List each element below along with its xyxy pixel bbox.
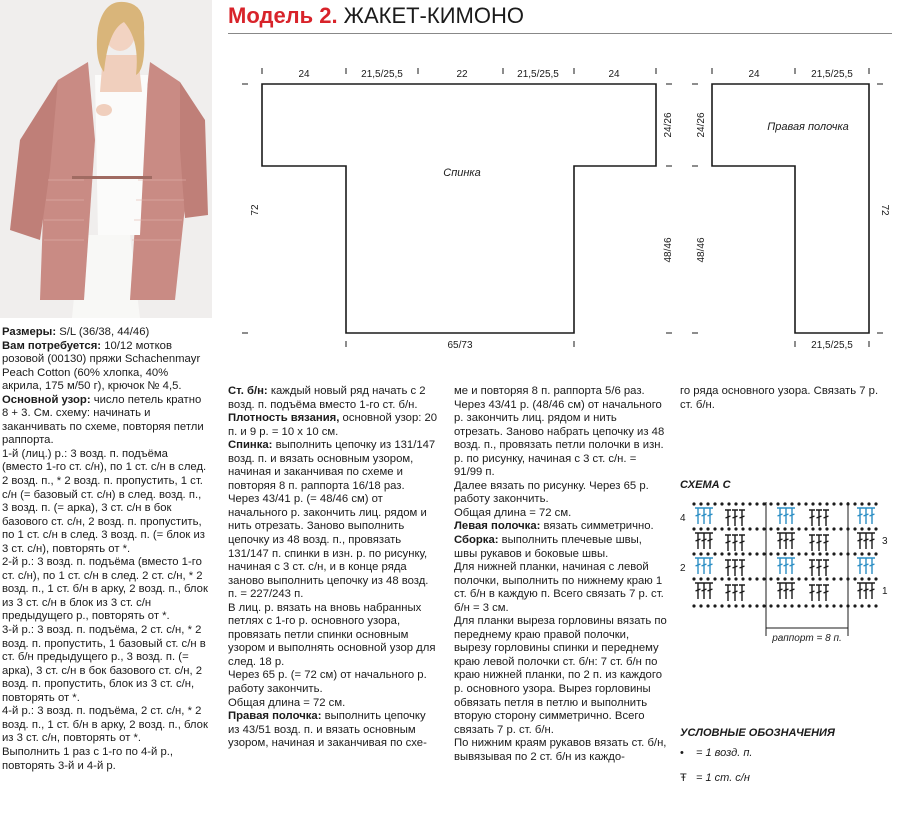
- chain-stitch: [741, 527, 744, 530]
- chain-stitch: [811, 552, 814, 555]
- chain-stitch: [832, 527, 835, 530]
- chain-stitch: [783, 552, 786, 555]
- chain-stitch: [783, 604, 786, 607]
- chain-stitch: [783, 577, 786, 580]
- chain-stitch: [818, 527, 821, 530]
- double-crochet-stitch: [732, 560, 738, 576]
- chain-stitch: [790, 577, 793, 580]
- chain-stitch: [699, 604, 702, 607]
- chain-stitch: [692, 527, 695, 530]
- paragraph-heading: Спинка:: [228, 439, 273, 452]
- double-crochet-stitch: [783, 558, 789, 574]
- chain-stitch: [839, 502, 842, 505]
- paragraph: [228, 710, 438, 751]
- back-label: Спинка: [443, 167, 481, 179]
- double-crochet-stitch: [701, 533, 707, 549]
- chain-stitch: [797, 527, 800, 530]
- chain-stitch: [720, 527, 723, 530]
- double-crochet-stitch: [707, 533, 713, 549]
- chain-stitch: [755, 577, 758, 580]
- chain-stitch: [720, 502, 723, 505]
- chain-stitch: [797, 604, 800, 607]
- back-dim-2: 21,5/25,5: [361, 69, 403, 80]
- row-num-4: 4: [680, 513, 686, 524]
- chain-stitch: [734, 527, 737, 530]
- double-crochet-stitch: [809, 535, 815, 551]
- chain-stitch: [867, 577, 870, 580]
- chain-stitch: [713, 527, 716, 530]
- double-crochet-stitch: [695, 558, 701, 574]
- paragraph: [2, 340, 210, 394]
- paragraph: [454, 737, 667, 764]
- chain-stitch: [769, 604, 772, 607]
- chain-stitch: [776, 604, 779, 607]
- chain-stitch: [720, 552, 723, 555]
- chain-stitch: [727, 552, 730, 555]
- paragraph-heading: Вам потребуется:: [2, 339, 102, 352]
- chain-stitch: [776, 527, 779, 530]
- text-column-4: [680, 385, 890, 412]
- paragraph-text: Для планки выреза горловины вязать по переднему краю правой полочки, вырезу горловины спинки и переднему краю левой полочки ст. б/н: 7 ст. б/н по краю нижней планки, по 2 п. из каждого р. основного узора. Вырез горловины обвязать петля в петлю и выполнить вторую сторону симметрично. Всего связать 7 р. ст. б/н.: [454, 615, 667, 736]
- paragraph: [228, 385, 438, 412]
- back-pattern: [262, 84, 656, 333]
- dc-text: = 1 ст. с/н: [696, 772, 750, 784]
- chain-stitch: [720, 577, 723, 580]
- paragraph-heading: Плотность вязания,: [228, 412, 340, 425]
- double-crochet-stitch: [707, 583, 713, 599]
- front-sleeve-height: 24/26: [696, 112, 707, 138]
- chain-stitch: [825, 502, 828, 505]
- chain-stitch: [755, 527, 758, 530]
- back-dim-5: 24: [608, 69, 620, 80]
- double-crochet-stitch: [739, 585, 745, 601]
- paragraph-text: Через 43/41 р. (= 48/46 см) от начального р. закончить лиц. рядом и нить отрезать. Заново выполнить цепочку из 48 возд. п., провязать 131/147 п. спинки в изн. р. по рисунку, начиная с 3 ст. с/н, и в конце ряда заново выполнить цепочку из 48 возд. п. = 227/243 п.: [228, 493, 429, 601]
- double-crochet-stitch: [863, 533, 869, 549]
- chain-stitch: [748, 577, 751, 580]
- double-crochet-stitch: [823, 560, 829, 576]
- chain-stitch: [867, 604, 870, 607]
- paragraph-text: основной узор: 20 п. и 9 р. = 10 x 10 см.: [228, 412, 438, 438]
- paragraph-text: Через 65 р. (= 72 см) от начального р. работу закончить.: [228, 669, 427, 696]
- paragraph: [454, 385, 667, 399]
- chain-stitch: [804, 604, 807, 607]
- chain-stitch: [853, 552, 856, 555]
- double-crochet-stitch: [739, 560, 745, 576]
- paragraph: [228, 697, 438, 711]
- paragraph-text: го ряда основного узора. Связать 7 р. ст. б/н.: [680, 385, 879, 411]
- chain-stitch: [755, 502, 758, 505]
- double-crochet-stitch: [695, 508, 701, 524]
- chain-stitch: [769, 502, 772, 505]
- double-crochet-stitch: [695, 583, 701, 599]
- chain-stitch: [874, 502, 877, 505]
- double-crochet-stitch: [823, 535, 829, 551]
- double-crochet-stitch: [777, 508, 783, 524]
- paragraph: [228, 669, 438, 696]
- chain-stitch: [804, 552, 807, 555]
- double-crochet-stitch: [857, 533, 863, 549]
- double-crochet-stitch: [725, 535, 731, 551]
- paragraph-text: Далее вязать по рисунку. Через 65 р. работу закончить.: [454, 479, 649, 506]
- double-crochet-stitch: [857, 583, 863, 599]
- chain-stitch: [755, 604, 758, 607]
- double-crochet-stitch: [725, 510, 731, 526]
- chain-stitch: [720, 604, 723, 607]
- chain-stitch: [748, 527, 751, 530]
- schema-title: СХЕМА С: [680, 479, 731, 491]
- chain-stitch: [734, 552, 737, 555]
- paragraph-text: S/L (36/38, 44/46): [56, 326, 150, 338]
- chain-stitch: [874, 577, 877, 580]
- paragraph-text: Общая длина = 72 см.: [228, 696, 346, 709]
- double-crochet-stitch: [789, 508, 795, 524]
- chain-stitch: [818, 604, 821, 607]
- chain-stitch: [853, 577, 856, 580]
- chain-stitch: [867, 552, 870, 555]
- paragraph-text: выполнить цепочку из 131/147 возд. п. и вязать основным узором, начиная и заканчивая по схеме и повторяя 8 п. раппорта 16/18 раз.: [228, 439, 436, 492]
- chain-stitch: [692, 502, 695, 505]
- text-column-3: [454, 385, 667, 764]
- paragraph: [2, 624, 210, 705]
- chain-stitch: [692, 604, 695, 607]
- double-crochet-stitch: [863, 558, 869, 574]
- chain-stitch: [825, 604, 828, 607]
- model-name: ЖАКЕТ-КИМОНО: [343, 3, 524, 28]
- chain-stitch: [762, 502, 765, 505]
- double-crochet-stitch: [863, 583, 869, 599]
- double-crochet-stitch: [823, 585, 829, 601]
- paragraph: [680, 385, 890, 412]
- paragraph-text: выполнить плечевые швы, швы рукавов и боковые швы.: [454, 534, 642, 560]
- chain-stitch: [748, 604, 751, 607]
- pattern-schematics: [0, 0, 897, 360]
- chain-stitch: [832, 577, 835, 580]
- double-crochet-stitch: [701, 583, 707, 599]
- chain-stitch: [804, 527, 807, 530]
- paragraph: [2, 705, 210, 746]
- chain-stitch: [776, 577, 779, 580]
- chain-stitch: [699, 577, 702, 580]
- chain-stitch: [706, 577, 709, 580]
- paragraph: [228, 439, 438, 493]
- row-num-3: 3: [882, 536, 888, 547]
- chain-stitch: [860, 552, 863, 555]
- legend-chain: [680, 747, 752, 759]
- chain-stitch: [853, 604, 856, 607]
- chain-stitch: [797, 502, 800, 505]
- chain-stitch: [874, 527, 877, 530]
- chain-stitch: [699, 527, 702, 530]
- chain-stitch: [853, 502, 856, 505]
- paragraph-text: В лиц. р. вязать на вновь набранных петлях с 1-го р. основного узора, провязать петли спинки основным узором и выполнять основной узор для след. 18 р.: [228, 601, 436, 668]
- chain-stitch: [825, 527, 828, 530]
- chain-stitch: [783, 527, 786, 530]
- paragraph-heading: Левая полочка:: [454, 520, 541, 533]
- paragraph-text: 2-й р.: 3 возд. п. подъёма (вместо 1-го ст. с/н), по 1 ст. с/н в след. 2 ст. с/н, * 2 возд. п., 1 ст. б/н в арку, 2 возд. п., блок из 3 ст. с/н в блок из 3 ст. с/н предыдущего р., повторять от *.: [2, 556, 208, 623]
- paragraph-text: число петель кратно 8 + 3. См. схему: начинать и заканчивать по схеме, повторяя петли раппорта.: [2, 393, 204, 447]
- chain-stitch: [734, 577, 737, 580]
- chain-stitch: [790, 552, 793, 555]
- paragraph: [454, 520, 667, 534]
- double-crochet-stitch: [857, 558, 863, 574]
- row-num-2: 2: [680, 563, 686, 574]
- paragraph-text: 3-й р.: 3 возд. п. подъёма, 2 ст. с/н, * 2 возд. п. пропустить, 1 базовый ст. с/н в ст. б/н предыдущего р., 3 возд. п. (= арка), 3 ст. с/н в бок базового ст. с/н, 2 возд. п. пропустить, блок из 3 ст. с/н, повторять от *.: [2, 624, 206, 704]
- chain-stitch: [839, 577, 842, 580]
- paragraph: [228, 493, 438, 601]
- double-crochet-stitch: [857, 508, 863, 524]
- chain-stitch: [818, 552, 821, 555]
- dc-symbol: Ŧ: [680, 772, 687, 784]
- paragraph: [2, 556, 210, 624]
- chain-stitch: [769, 527, 772, 530]
- chain-stitch: [839, 604, 842, 607]
- chain-stitch: [811, 604, 814, 607]
- paragraph-text: 1-й (лиц.) р.: 3 возд. п. подъёма (вместо 1-го ст. с/н), по 1 ст. с/н в след. 2 возд. п., * 2 возд. п. пропустить, 1 ст. с/н (= базовый ст. с/н) в след. возд. п., 3 возд. п. (= арка), 3 ст. с/н в бок базового ст. с/н, 2 возд. п. пропустить, по 1 ст. с/н в след. 3 возд. п. (= блок из 3 ст. с/н), повторять от *.: [2, 447, 207, 555]
- front-dim-1: 24: [748, 69, 760, 80]
- chain-stitch: [804, 577, 807, 580]
- back-dim-1: 24: [298, 69, 310, 80]
- front-height: 72: [879, 204, 890, 216]
- paragraph: [2, 448, 210, 556]
- chain-stitch: [741, 502, 744, 505]
- double-crochet-stitch: [707, 508, 713, 524]
- paragraph-text: Через 43/41 р. (48/46 см) от начального р. закончить лиц. рядом и нить отрезать. Заново набрать цепочку из 48 возд. п., провязать петли полочки в изн. р. по рисунку, начиная с 3 ст. с/н. = 91/99 п.: [454, 398, 665, 479]
- paragraph: [454, 615, 667, 737]
- chain-stitch: [769, 577, 772, 580]
- double-crochet-stitch: [869, 533, 875, 549]
- chain-stitch: [692, 552, 695, 555]
- chain-stitch: [762, 577, 765, 580]
- chain-stitch: [811, 577, 814, 580]
- chain-stitch: [762, 527, 765, 530]
- chain-stitch: [825, 577, 828, 580]
- chain-stitch: [762, 552, 765, 555]
- row-num-1: 1: [882, 586, 888, 597]
- chain-stitch: [748, 552, 751, 555]
- chain-stitch: [832, 502, 835, 505]
- double-crochet-stitch: [789, 533, 795, 549]
- paragraph-text: выполнить цепочку из 43/51 возд. п. и вязать основным узором, начиная и заканчивая по схе-: [228, 710, 427, 750]
- chain-stitch: [713, 552, 716, 555]
- paragraph-text: Для нижней планки, начиная с левой полочки, выполнить по нижнему краю 1 ст. б/н в каждую п. Всего связать 7 р. ст. б/н = 3 см.: [454, 561, 664, 614]
- chain-stitch: [776, 502, 779, 505]
- back-dim-3: 22: [456, 69, 468, 80]
- paragraph-text: 4-й р.: 3 возд. п. подъёма, 2 ст. с/н, * 2 возд. п., 1 ст. б/н в арку, 2 возд. п., блок из 3 ст. с/н, повторять от *.: [2, 705, 208, 745]
- double-crochet-stitch: [732, 585, 738, 601]
- paragraph-heading: Основной узор:: [2, 393, 91, 406]
- chain-stitch: [692, 577, 695, 580]
- double-crochet-stitch: [863, 508, 869, 524]
- paragraph: [454, 561, 667, 615]
- front-body-height: 48/46: [696, 237, 707, 263]
- chain-stitch: [734, 604, 737, 607]
- double-crochet-stitch: [739, 510, 745, 526]
- paragraph-text: Выполнить 1 раз с 1-го по 4-й р., повторять 3-й и 4-й р.: [2, 745, 174, 772]
- chain-stitch: [699, 552, 702, 555]
- double-crochet-stitch: [777, 533, 783, 549]
- text-column-2: [228, 385, 438, 751]
- double-crochet-stitch: [777, 558, 783, 574]
- double-crochet-stitch: [816, 510, 822, 526]
- model-number: Модель 2.: [228, 3, 338, 28]
- chain-stitch: [706, 502, 709, 505]
- paragraph: [2, 394, 210, 448]
- double-crochet-stitch: [777, 583, 783, 599]
- chain-stitch: [741, 577, 744, 580]
- paragraph-text: Общая длина = 72 см.: [454, 506, 572, 519]
- text-column-1: [2, 326, 210, 773]
- paragraph-text: ме и повторяя 8 п. раппорта 5/6 раз.: [454, 385, 645, 397]
- front-dim-2: 21,5/25,5: [811, 69, 853, 80]
- paragraph-heading: Размеры:: [2, 326, 57, 338]
- double-crochet-stitch: [725, 560, 731, 576]
- paragraph: [2, 746, 210, 773]
- back-bottom-dim: 65/73: [447, 340, 473, 351]
- chain-stitch: [860, 577, 863, 580]
- paragraph: [228, 412, 438, 439]
- chain-stitch: [860, 527, 863, 530]
- chain-symbol: •: [680, 747, 684, 759]
- double-crochet-stitch: [869, 583, 875, 599]
- chain-stitch: [727, 527, 730, 530]
- paragraph-text: вязать симметрично.: [540, 520, 654, 533]
- chain-stitch: [860, 604, 863, 607]
- double-crochet-stitch: [725, 585, 731, 601]
- double-crochet-stitch: [701, 558, 707, 574]
- paragraph-text: 10/12 мотков розовой (00130) пряжи Schachenmayr Peach Cotton (60% хлопка, 40% акрила, 175 м/50 г), крючок № 4,5.: [2, 339, 201, 393]
- chain-stitch: [713, 577, 716, 580]
- double-crochet-stitch: [789, 583, 795, 599]
- paragraph-text: По нижним краям рукавов вязать ст. б/н, вывязывая по 2 ст. б/н из каждо-: [454, 737, 667, 763]
- double-crochet-stitch: [789, 558, 795, 574]
- chain-stitch: [706, 552, 709, 555]
- double-crochet-stitch: [816, 535, 822, 551]
- chain-stitch: [860, 502, 863, 505]
- double-crochet-stitch: [732, 510, 738, 526]
- double-crochet-stitch: [739, 535, 745, 551]
- chain-stitch: [769, 552, 772, 555]
- chain-stitch: [811, 502, 814, 505]
- double-crochet-stitch: [809, 585, 815, 601]
- chain-stitch: [839, 527, 842, 530]
- chain-stitch: [874, 604, 877, 607]
- chain-stitch: [797, 577, 800, 580]
- double-crochet-stitch: [783, 583, 789, 599]
- chain-stitch: [832, 604, 835, 607]
- chain-stitch: [853, 527, 856, 530]
- back-dim-4: 21,5/25,5: [517, 69, 559, 80]
- chain-stitch: [832, 552, 835, 555]
- chain-stitch: [797, 552, 800, 555]
- chain-stitch: [839, 552, 842, 555]
- chain-stitch: [706, 604, 709, 607]
- paragraph: [228, 602, 438, 670]
- chain-stitch: [874, 552, 877, 555]
- chain-stitch: [804, 502, 807, 505]
- chain-stitch: [748, 502, 751, 505]
- double-crochet-stitch: [783, 508, 789, 524]
- paragraph-text: каждый новый ряд начать с 2 возд. п. подъёма вместо 1-го ст. б/н.: [228, 385, 426, 411]
- paragraph-heading: Сборка:: [454, 534, 499, 547]
- chain-stitch: [727, 604, 730, 607]
- double-crochet-stitch: [695, 533, 701, 549]
- chain-stitch: [713, 502, 716, 505]
- double-crochet-stitch: [809, 560, 815, 576]
- double-crochet-stitch: [816, 560, 822, 576]
- chain-stitch: [727, 502, 730, 505]
- chain-stitch: [790, 604, 793, 607]
- paragraph: [454, 399, 667, 480]
- double-crochet-stitch: [707, 558, 713, 574]
- chain-stitch: [867, 502, 870, 505]
- back-sleeve-height: 24/26: [663, 112, 674, 138]
- back-height: 72: [250, 204, 261, 216]
- chain-stitch: [825, 552, 828, 555]
- paragraph: [454, 534, 667, 561]
- chain-stitch: [727, 577, 730, 580]
- chain-text: = 1 возд. п.: [696, 747, 753, 759]
- chain-stitch: [783, 502, 786, 505]
- back-body-height: 48/46: [663, 237, 674, 263]
- chain-stitch: [790, 502, 793, 505]
- double-crochet-stitch: [869, 508, 875, 524]
- crochet-chart: [676, 496, 897, 646]
- double-crochet-stitch: [809, 510, 815, 526]
- chain-stitch: [818, 502, 821, 505]
- front-label: Правая полочка: [767, 121, 849, 133]
- chain-stitch: [867, 527, 870, 530]
- chain-stitch: [790, 527, 793, 530]
- chain-stitch: [755, 552, 758, 555]
- double-crochet-stitch: [823, 510, 829, 526]
- chain-stitch: [762, 604, 765, 607]
- chain-stitch: [734, 502, 737, 505]
- double-crochet-stitch: [816, 585, 822, 601]
- double-crochet-stitch: [783, 533, 789, 549]
- legend-title: УСЛОВНЫЕ ОБОЗНАЧЕНИЯ: [680, 727, 835, 739]
- paragraph: [454, 507, 667, 521]
- chain-stitch: [741, 552, 744, 555]
- double-crochet-stitch: [701, 508, 707, 524]
- front-bottom-dim: 21,5/25,5: [811, 340, 853, 351]
- chain-stitch: [713, 604, 716, 607]
- chain-stitch: [699, 502, 702, 505]
- double-crochet-stitch: [869, 558, 875, 574]
- chain-stitch: [818, 577, 821, 580]
- rapport-label: раппорт = 8 п.: [772, 633, 842, 644]
- paragraph-heading: Правая полочка:: [228, 710, 322, 723]
- paragraph-heading: Ст. б/н:: [228, 385, 268, 397]
- chain-stitch: [776, 552, 779, 555]
- chain-stitch: [706, 527, 709, 530]
- chain-stitch: [811, 527, 814, 530]
- legend-dc: [680, 772, 750, 784]
- double-crochet-stitch: [732, 535, 738, 551]
- paragraph: [454, 480, 667, 507]
- paragraph: [2, 326, 210, 340]
- chain-stitch: [741, 604, 744, 607]
